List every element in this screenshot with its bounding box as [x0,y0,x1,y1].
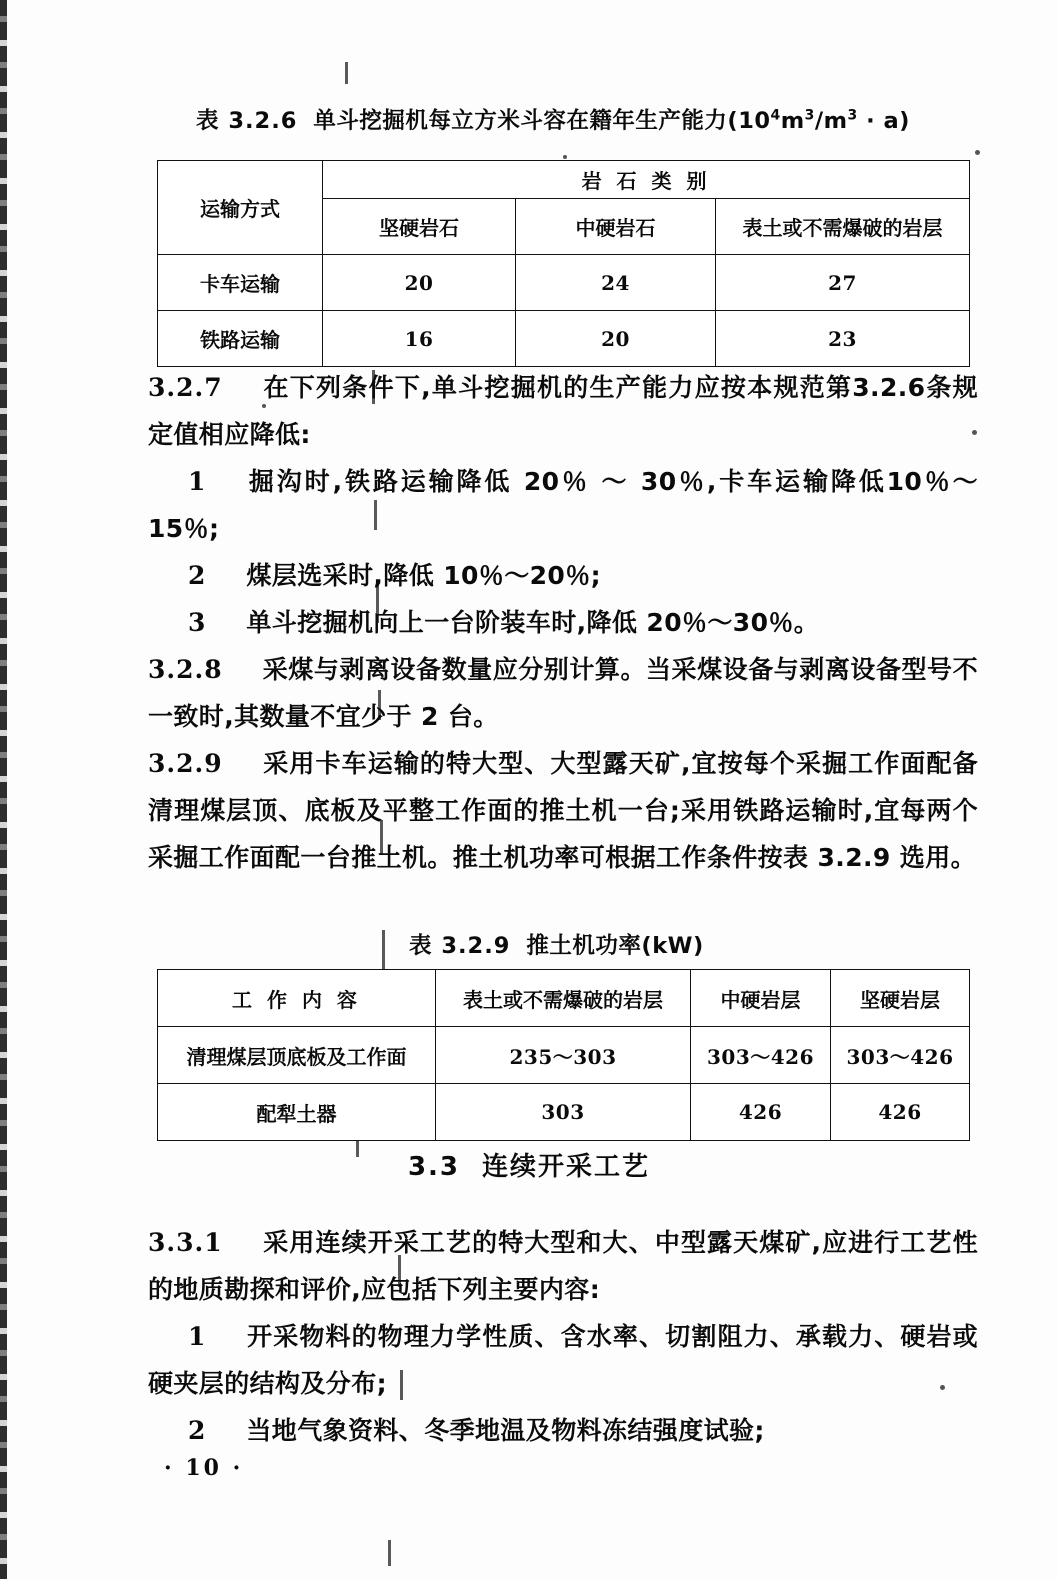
table-326-caption-label: 表 3.2.6 [196,108,298,134]
table-329-header-cell: 坚硬岩层 [831,970,970,1027]
table-row [158,1027,970,1084]
table-326-cell: 16 [323,311,516,367]
table-326-caption-tail: · a) [857,108,910,134]
table-row [158,970,970,1027]
table-329-caption-title: 推土机功率(kW) [526,933,704,959]
clause-327-item-2 [148,552,978,599]
item-number: 1 [188,467,207,496]
clause-329-text: 采用卡车运输的特大型、大型露天矿,宜按每个采掘工作面配备清理煤层顶、底板及平整工作面的推土机一台;采用铁路运输时,宜每两个采掘工作面配一台推土机。推土机功率可根据工作条件按表 3.2.9 选用。 [148,749,978,872]
table-326-row-label: 铁路运输 [158,311,323,367]
table-326-header-cell: 中硬岩石 [516,199,716,255]
item-text: 单斗挖掘机向上一台阶装车时,降低 20％～30％。 [246,608,820,637]
table-326-row-label: 卡车运输 [158,255,323,311]
table-329-cell: 303 [436,1084,691,1141]
table-row [158,161,970,199]
item-text: 当地气象资料、冬季地温及物料冻结强度试验; [246,1416,765,1445]
section-33-title: 连续开采工艺 [482,1152,651,1182]
table-326-cell: 23 [716,311,970,367]
table-326-cell: 20 [323,255,516,311]
table-326-cell: 24 [516,255,716,311]
table-329-header-cell: 表土或不需爆破的岩层 [436,970,691,1027]
item-text: 开采物料的物理力学性质、含水率、切割阻力、承载力、硬岩或硬夹层的结构及分布; [148,1322,978,1398]
clause-331-number: 3.3.1 [148,1228,223,1257]
item-number: 3 [188,608,207,637]
table-row [158,311,970,367]
table-329-header-cell: 中硬岩层 [691,970,831,1027]
table-326-header-cell: 坚硬岩石 [323,199,516,255]
item-number: 2 [188,1416,207,1445]
table-326-caption-unit-a: m [780,108,805,134]
item-number: 1 [188,1322,207,1351]
table-326-caption-sup: 4 [770,107,781,124]
table-329 [157,969,970,1141]
page-number: · 10 · [164,1455,244,1481]
item-number: 2 [188,561,207,590]
clause-331-item-2 [148,1407,978,1454]
table-329-row-label: 配犁土器 [158,1084,436,1141]
clause-328-number: 3.2.8 [148,655,223,684]
clause-327-item-1 [148,458,978,552]
table-329-caption [409,928,704,960]
clause-327-number: 3.2.7 [148,373,223,402]
clause-327-paragraph [148,364,978,458]
table-326-caption-slash: /m [814,108,848,134]
table-row [158,255,970,311]
clause-329-number: 3.2.9 [148,749,223,778]
clause-328-paragraph [148,646,978,740]
section-33-number: 3.3 [407,1152,461,1182]
clause-331-paragraph [148,1219,978,1313]
table-326-header-cell: 表土或不需爆破的岩层 [716,199,970,255]
clause-331-text: 采用连续开采工艺的特大型和大、中型露天煤矿,应进行工艺性的地质勘探和评价,应包括下列主要内容: [148,1228,978,1304]
table-329-cell: 426 [691,1084,831,1141]
table-326 [157,160,970,367]
table-329-caption-label: 表 3.2.9 [409,933,511,959]
table-326-group-header: 岩 石 类 别 [323,161,970,199]
table-329-header-cell: 工 作 内 容 [158,970,436,1027]
clause-327-text: 在下列条件下,单斗挖掘机的生产能力应按本规范第3.2.6条规定值相应降低: [148,373,978,449]
clause-328-text: 采煤与剥离设备数量应分别计算。当采煤设备与剥离设备型号不一致时,其数量不宜少于 2 台。 [148,655,978,731]
table-326-cell: 27 [716,255,970,311]
table-329-row-label: 清理煤层顶底板及工作面 [158,1027,436,1084]
table-326-caption-sup2: 3 [804,107,815,124]
clause-331-item-1 [148,1313,978,1407]
item-text: 煤层选采时,降低 10％～20％; [246,561,601,590]
table-329-cell: 303～426 [831,1027,970,1084]
table-329-cell: 235～303 [436,1027,691,1084]
table-326-caption-sup3: 3 [847,107,858,124]
table-329-cell: 303～426 [691,1027,831,1084]
table-326-cell: 20 [516,311,716,367]
table-326-col-transport: 运输方式 [158,161,323,255]
item-text: 掘沟时,铁路运输降低 20％ ～ 30％,卡车运输降低10％～15％; [148,467,978,543]
clause-327-item-3 [148,599,978,646]
section-33-heading [0,1146,1058,1183]
table-326-caption [196,103,910,135]
table-row [158,1084,970,1141]
table-326-caption-title: 单斗挖掘机每立方米斗容在籍年生产能力(10 [313,108,771,134]
table-329-cell: 426 [831,1084,970,1141]
clause-329-paragraph [148,740,978,881]
